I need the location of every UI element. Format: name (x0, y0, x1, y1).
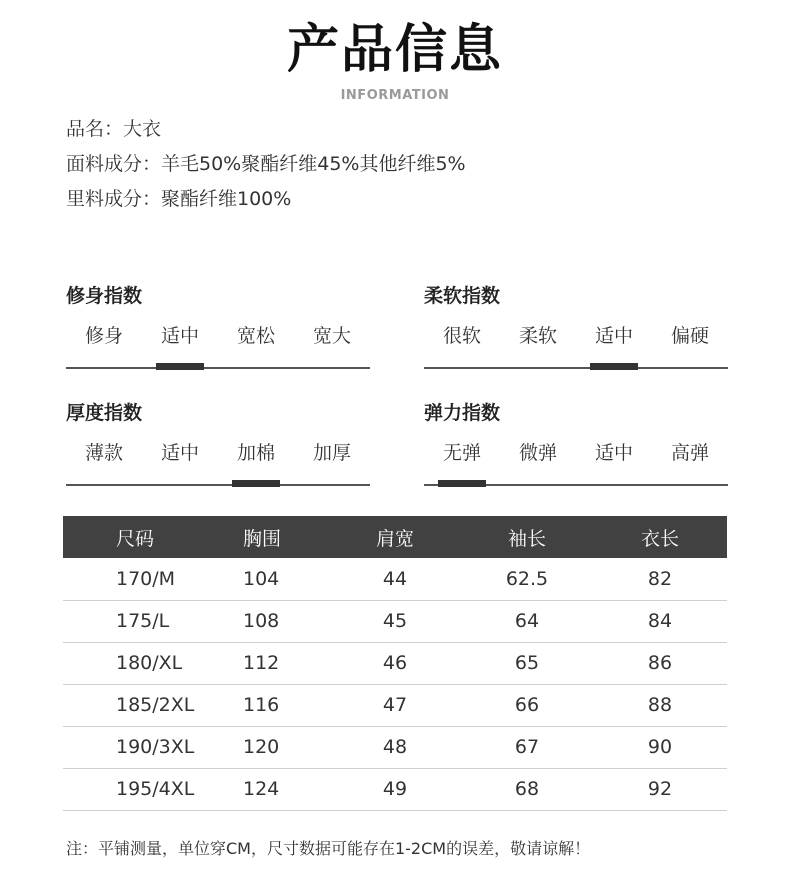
page-title: 产品信息 (286, 20, 503, 80)
cell-shoulder: 44 (329, 558, 461, 600)
elasticity-option: 微弹 (518, 442, 557, 464)
softness-index-title: 柔软指数 (424, 285, 501, 307)
table-row (63, 726, 727, 768)
measurement-note: 注：平铺测量，单位穿CM，尺寸数据可能存在1-2CM的误差，敬请谅解！ (66, 839, 591, 858)
table-row (63, 684, 727, 726)
softness-index-scale (424, 324, 728, 368)
cell-chest: 108 (196, 600, 329, 642)
cell-length: 84 (593, 600, 727, 642)
thickness-selected-marker (232, 480, 280, 487)
cell-size: 190/3XL (63, 726, 196, 768)
cell-sleeve: 65 (461, 642, 593, 684)
cell-sleeve: 62.5 (461, 558, 593, 600)
softness-scale-line (424, 367, 728, 369)
fit-index-title: 修身指数 (66, 285, 143, 307)
elasticity-option: 适中 (594, 442, 633, 464)
elasticity-index-scale (424, 441, 728, 485)
fit-option: 宽大 (312, 325, 351, 347)
thickness-option: 加棉 (236, 442, 275, 464)
cell-sleeve: 66 (461, 684, 593, 726)
cell-size: 180/XL (63, 642, 196, 684)
fabric-composition: 面料成分：羊毛50%聚酯纤维45%其他纤维5% (66, 153, 466, 175)
cell-size: 170/M (63, 558, 196, 600)
column-header-size: 尺码 (63, 516, 196, 558)
cell-sleeve: 64 (461, 600, 593, 642)
lining-composition: 里料成分：聚酯纤维100% (66, 188, 292, 210)
table-row (63, 600, 727, 642)
table-row (63, 642, 727, 684)
cell-chest: 120 (196, 726, 329, 768)
thickness-option: 加厚 (312, 442, 351, 464)
thickness-scale-line (66, 484, 370, 486)
page-subtitle: INFORMATION (340, 88, 450, 103)
softness-selected-marker (590, 363, 638, 370)
cell-length: 86 (593, 642, 727, 684)
fit-scale-line (66, 367, 370, 369)
cell-shoulder: 49 (329, 768, 461, 810)
cell-shoulder: 47 (329, 684, 461, 726)
size-table-header-row (63, 516, 727, 558)
thickness-index-scale (66, 441, 370, 485)
elasticity-selected-marker (438, 480, 486, 487)
thickness-option: 适中 (160, 442, 199, 464)
fit-selected-marker (156, 363, 204, 370)
softness-option: 很软 (442, 325, 481, 347)
column-header-chest: 胸围 (196, 516, 329, 558)
softness-option: 适中 (594, 325, 633, 347)
column-header-shoulder: 肩宽 (329, 516, 461, 558)
fit-option: 宽松 (236, 325, 275, 347)
size-table (63, 516, 727, 811)
cell-chest: 116 (196, 684, 329, 726)
elasticity-index (424, 401, 728, 485)
fit-option: 适中 (160, 325, 199, 347)
elasticity-index-title: 弹力指数 (424, 402, 501, 424)
cell-chest: 124 (196, 768, 329, 810)
elasticity-option: 高弹 (670, 442, 709, 464)
cell-chest: 104 (196, 558, 329, 600)
cell-length: 82 (593, 558, 727, 600)
cell-shoulder: 48 (329, 726, 461, 768)
cell-shoulder: 45 (329, 600, 461, 642)
softness-option: 偏硬 (670, 325, 709, 347)
cell-size: 185/2XL (63, 684, 196, 726)
cell-sleeve: 68 (461, 768, 593, 810)
column-header-sleeve: 袖长 (461, 516, 593, 558)
cell-sleeve: 67 (461, 726, 593, 768)
table-row (63, 768, 727, 810)
product-name: 品名：大衣 (66, 118, 162, 140)
fit-option: 修身 (84, 325, 123, 347)
softness-index (424, 284, 728, 368)
elasticity-option: 无弹 (442, 442, 481, 464)
cell-length: 88 (593, 684, 727, 726)
thickness-index-title: 厚度指数 (66, 402, 143, 424)
thickness-option: 薄款 (84, 442, 123, 464)
softness-option: 柔软 (518, 325, 557, 347)
fit-index (66, 284, 370, 368)
cell-size: 175/L (63, 600, 196, 642)
cell-chest: 112 (196, 642, 329, 684)
column-header-length: 衣长 (593, 516, 727, 558)
table-row (63, 558, 727, 600)
cell-shoulder: 46 (329, 642, 461, 684)
cell-length: 92 (593, 768, 727, 810)
cell-length: 90 (593, 726, 727, 768)
fit-index-scale (66, 324, 370, 368)
thickness-index (66, 401, 370, 485)
cell-size: 195/4XL (63, 768, 196, 810)
